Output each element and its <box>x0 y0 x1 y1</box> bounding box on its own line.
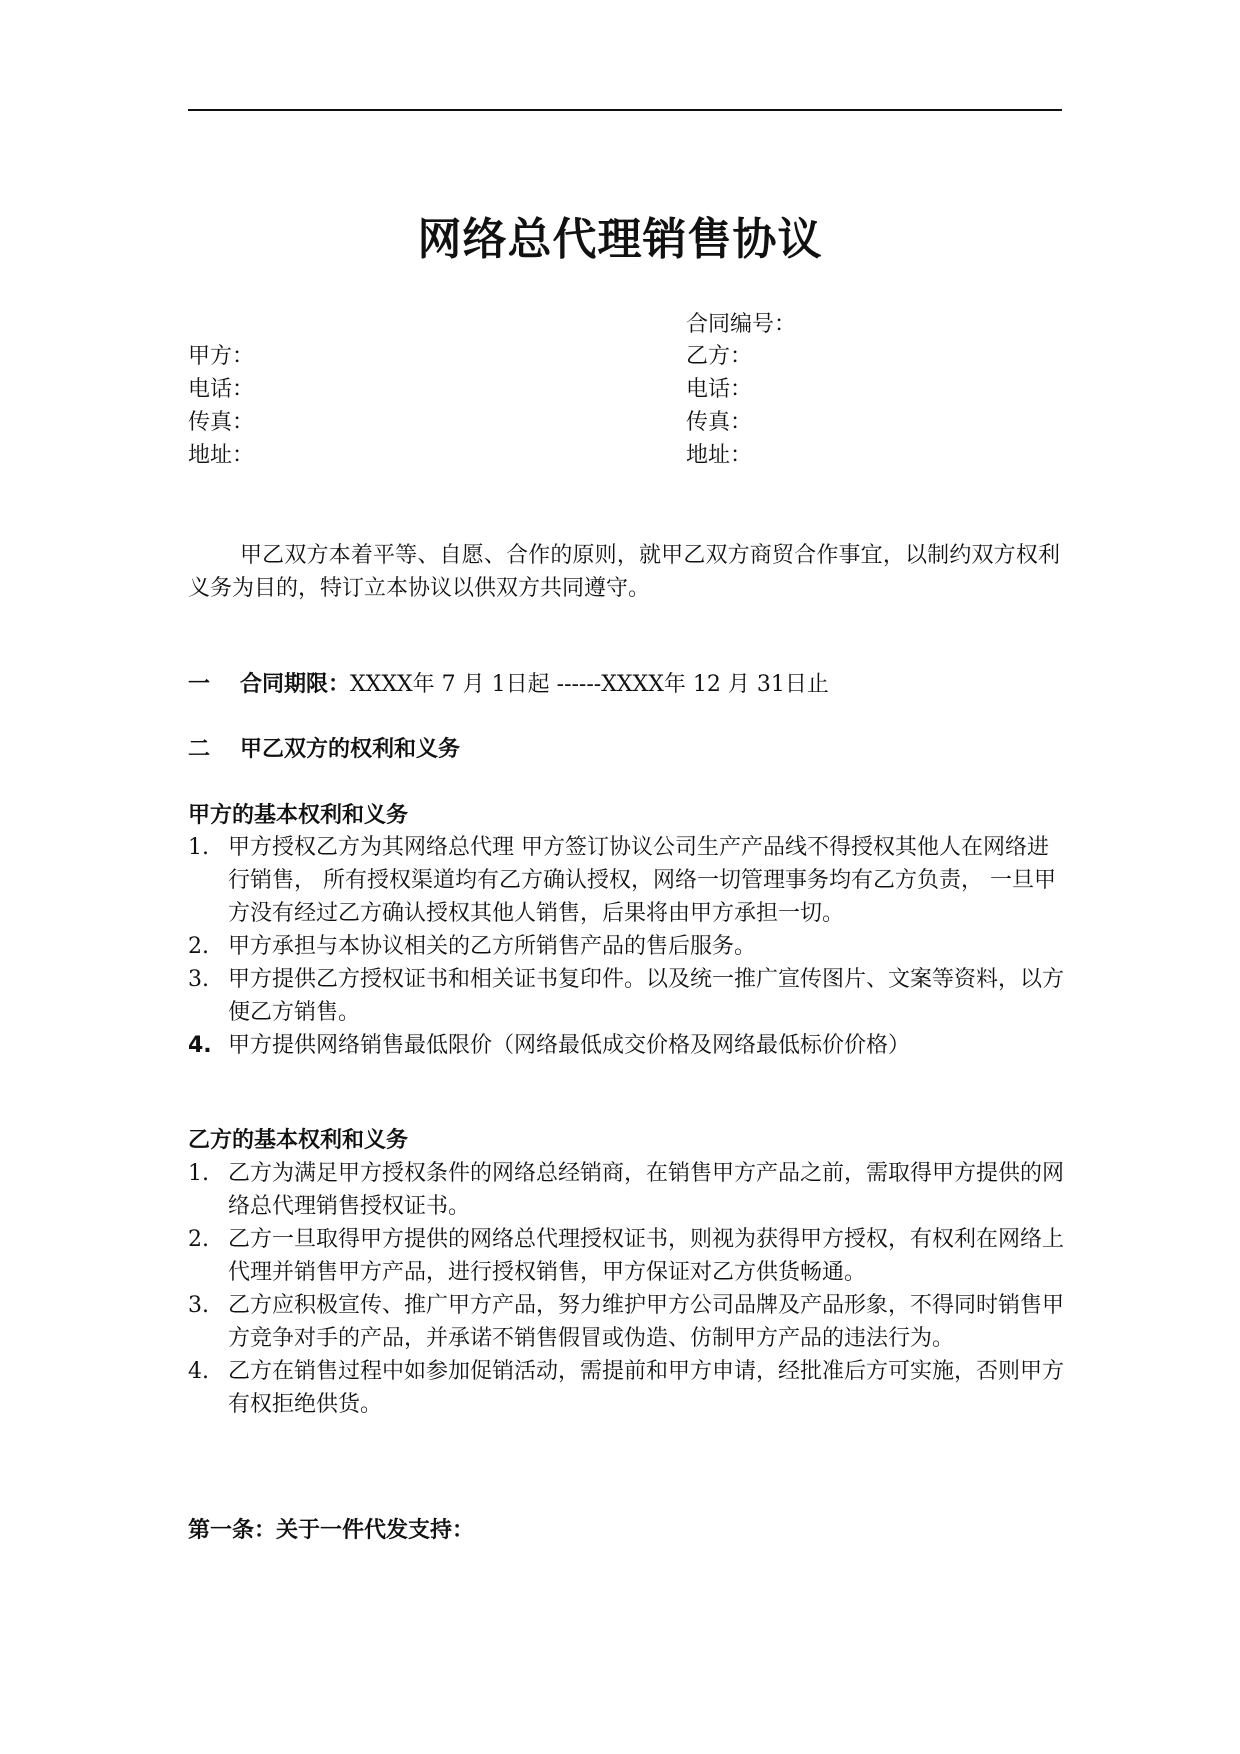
party-a-name-label: 甲方： <box>188 344 255 369</box>
list-item <box>188 1157 1068 1223</box>
list-item <box>188 831 1068 930</box>
party-a-rights-heading: 甲方的基本权利和义务 <box>188 803 409 828</box>
contract-term-value: XXXX年 7 月 1日起 ------XXXX年 12 月 31日止 <box>350 672 829 697</box>
list-item-text: 甲方提供网络销售最低限价（网络最低成交价格及网络最低标价价格） <box>228 1033 911 1058</box>
list-item <box>188 1289 1068 1355</box>
list-item-text: 乙方为满足甲方授权条件的网络总经销商，在销售甲方产品之前，需取得甲方提供的网络总代理销售授权证书。 <box>228 1161 1065 1219</box>
list-item <box>188 1355 1068 1421</box>
section-label: 合同期限： <box>240 672 351 697</box>
list-item-text: 乙方一旦取得甲方提供的网络总代理授权证书，则视为获得甲方授权，有权利在网络上代理并销售甲方产品，进行授权销售，甲方保证对乙方供货畅通。 <box>228 1227 1065 1285</box>
list-item <box>188 930 1068 963</box>
party-b-rights-list <box>188 1157 1068 1421</box>
list-item-number: 4. <box>188 1359 209 1384</box>
party-a-address-label: 地址： <box>188 443 255 468</box>
document-title: 网络总代理销售协议 <box>417 214 823 265</box>
party-a-fax-label: 传真： <box>188 410 255 435</box>
list-item-number: 2. <box>188 1227 209 1252</box>
party-b-name-label: 乙方： <box>686 344 753 369</box>
section-number: 一 <box>188 672 211 697</box>
party-b-address-label: 地址： <box>686 443 753 468</box>
list-item-number: 3. <box>188 1293 209 1318</box>
list-item <box>188 963 1068 1029</box>
section-number: 二 <box>188 737 211 762</box>
section-rights-obligations <box>188 734 460 766</box>
section-contract-term <box>188 669 829 701</box>
list-item-number: 1. <box>188 835 209 860</box>
party-b-fax-label: 传真： <box>686 410 753 435</box>
contract-number-label: 合同编号： <box>686 312 797 337</box>
intro-paragraph: 甲乙双方本着平等、自愿、合作的原则，就甲乙双方商贸合作事宜，以制约双方权利义务为目的，特订立本协议以供双方共同遵守。 <box>188 543 1060 601</box>
section-label: 甲乙双方的权利和义务 <box>240 737 461 762</box>
list-item-number: 1. <box>188 1161 209 1186</box>
list-item-text: 甲方提供乙方授权证书和相关证书复印件。以及统一推广宣传图片、文案等资料，以方便乙方销售。 <box>228 967 1065 1025</box>
list-item-number: 2. <box>188 934 209 959</box>
party-a-phone-label: 电话： <box>188 377 255 402</box>
list-item <box>188 1029 1068 1062</box>
list-item-text: 乙方在销售过程中如参加促销活动，需提前和甲方申请，经批准后方可实施，否则甲方有权拒绝供货。 <box>228 1359 1065 1417</box>
party-b-phone-label: 电话： <box>686 377 753 402</box>
list-item-text: 乙方应积极宣传、推广甲方产品，努力维护甲方公司品牌及产品形象，不得同时销售甲方竞争对手的产品，并承诺不销售假冒或伪造、仿制甲方产品的违法行为。 <box>228 1293 1065 1351</box>
article-1-heading: 第一条：关于一件代发支持： <box>188 1518 475 1543</box>
list-item <box>188 1223 1068 1289</box>
list-item-text: 甲方授权乙方为其网络总代理 甲方签订协议公司生产产品线不得授权其他人在网络进行销售， 所有授权渠道均有乙方确认授权，网络一切管理事务均有乙方负责， 一旦甲方没有经过乙方确认授权其他人销售，后果将由甲方承担一切。 <box>228 835 1056 926</box>
list-item-text: 甲方承担与本协议相关的乙方所销售产品的售后服务。 <box>228 934 757 959</box>
list-item-number: 3. <box>188 967 209 992</box>
header-rule <box>188 109 1062 111</box>
party-b-rights-heading: 乙方的基本权利和义务 <box>188 1128 409 1153</box>
list-item-number: 4. <box>188 1033 212 1058</box>
party-a-rights-list <box>188 831 1068 1062</box>
